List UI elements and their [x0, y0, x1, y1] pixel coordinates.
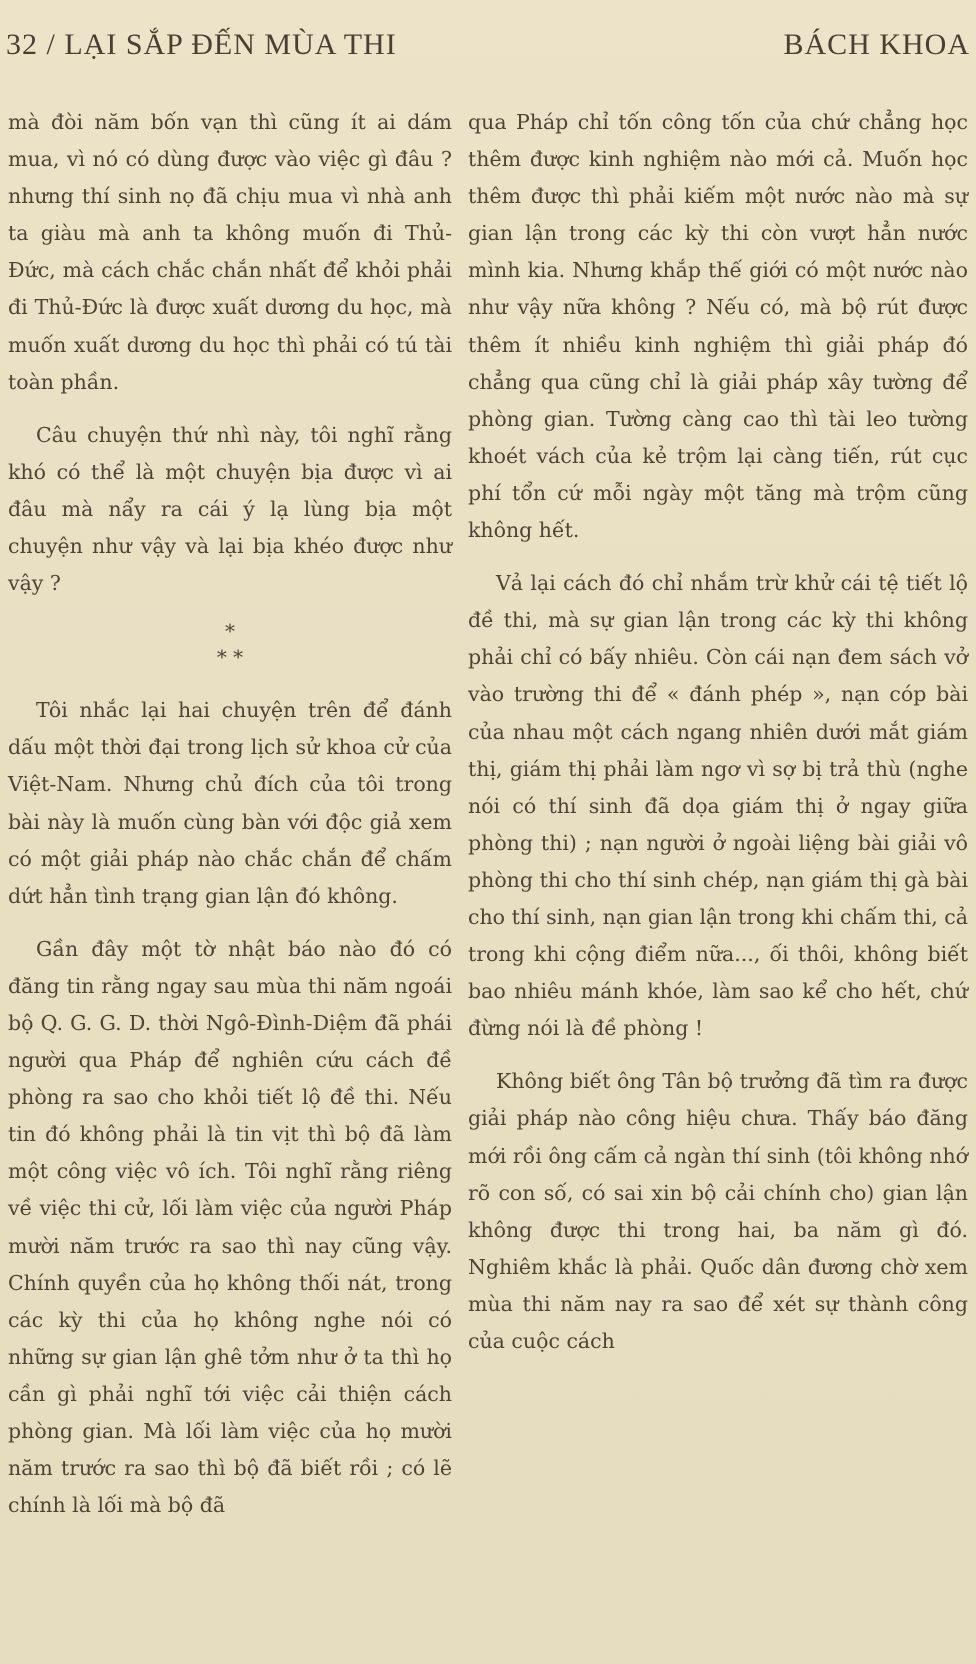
- page-header: [0, 28, 976, 72]
- section-separator: [8, 618, 452, 670]
- magazine-title: BÁCH KHOA: [783, 28, 970, 61]
- asterisk-top: *: [225, 619, 235, 644]
- asterisk-bottom: * *: [216, 645, 244, 670]
- paragraph: Không biết ông Tân bộ trưởng đã tìm ra được giải pháp nào công hiệu chưa. Thấy báo đăng mới rồi ông cấm cả ngàn thí sinh (tôi không nhớ rõ con số, có sai xin bộ cải chính cho) gian lận không được thi trong hai, ba năm gì đó. Nghiêm khắc là phải. Quốc dân đương chờ xem mùa thi năm nay ra sao để xét sự thành công của cuộc cách: [468, 1069, 968, 1353]
- paragraph: qua Pháp chỉ tốn công tốn của chứ chẳng học thêm được kinh nghiệm nào mới cả. Muốn học thêm được thì phải kiếm một nước nào mà sự gian lận trong các kỳ thi còn vượt hẳn nước mình kia. Nhưng khắp thế giới có một nước nào như vậy nữa không ? Nếu có, mà bộ rút được thêm ít nhiều kinh nghiệm thì giải pháp đó chẳng qua cũng chỉ là giải pháp xây tường để phòng gian. Tường càng cao thì tài leo tường khoét vách của kẻ trộm lại càng tiến, rút cục phí tổn cứ mỗi ngày một tăng mà trộm cũng không hết.: [468, 110, 968, 543]
- right-column: [468, 104, 968, 1376]
- paragraph: Tôi nhắc lại hai chuyện trên để đánh dấu một thời đại trong lịch sử khoa cử của Việt-Nam. Nhưng chủ đích của tôi trong bài này là muốn cùng bàn với độc giả xem có một giải pháp nào chắc chắn để chấm dứt hẳn tình trạng gian lận đó không.: [8, 698, 452, 908]
- paragraph: mà đòi năm bốn vạn thì cũng ít ai dám mua, vì nó có dùng được vào việc gì đâu ? nhưng thí sinh nọ đã chịu mua vì nhà anh ta giàu mà anh ta không muốn đi Thủ-Đức, mà cách chắc chắn nhất để khỏi phải đi Thủ-Đức là được xuất dương du học, mà muốn xuất dương du học thì phải có tú tài toàn phần.: [8, 110, 452, 394]
- left-column: [8, 104, 452, 1540]
- paragraph: Vả lại cách đó chỉ nhắm trừ khử cái tệ tiết lộ đề thi, mà sự gian lận trong các kỳ thi không phải chỉ có bấy nhiêu. Còn cái nạn đem sách vở vào trường thi để « đánh phép », nạn cóp bài của nhau một cách ngang nhiên dưới mắt giám thị, giám thị phải làm ngơ vì sợ bị trả thù (nghe nói có thí sinh đã dọa giám thị ở ngay giữa phòng thi) ; nạn người ở ngoài liệng bài giải vô phòng thi cho thí sinh chép, nạn giám thị gà bài cho thí sinh, nạn gian lận trong khi chấm thi, cả trong khi cộng điểm nữa..., ối thôi, không biết bao nhiêu mánh khóe, làm sao kể cho hết, chứ đừng nói là đề phòng !: [468, 571, 968, 1041]
- paragraph: Câu chuyện thứ nhì này, tôi nghĩ rằng khó có thể là một chuyện bịa được vì ai đâu mà nẩy ra cái ý lạ lùng bịa một chuyện như vậy và lại bịa khéo được như vậy ?: [8, 422, 452, 596]
- paragraph: Gần đây một tờ nhật báo nào đó có đăng tin rằng ngay sau mùa thi năm ngoái bộ Q. G. G. D. thời Ngô-Đình-Diệm đã phái người qua Pháp để nghiên cứu cách đề phòng ra sao cho khỏi tiết lộ đề thi. Nếu tin đó không phải là tin vịt thì bộ đã làm một công việc vô ích. Tôi nghĩ rằng riêng về việc thi cử, lối làm việc của người Pháp mười năm trước ra sao thì nay cũng vậy. Chính quyền của họ không thối nát, trong các kỳ thi của họ không nghe nói có những sự gian lận ghê tởm như ở ta thì họ cần gì phải nghĩ tới việc cải thiện cách phòng gian. Mà lối làm việc của họ mười năm trước ra sao thì bộ đã biết rồi ; có lẽ chính là lối mà bộ đã: [8, 936, 452, 1518]
- page-number-and-section-title: 32 / LẠI SẮP ĐẾN MÙA THI: [6, 28, 397, 61]
